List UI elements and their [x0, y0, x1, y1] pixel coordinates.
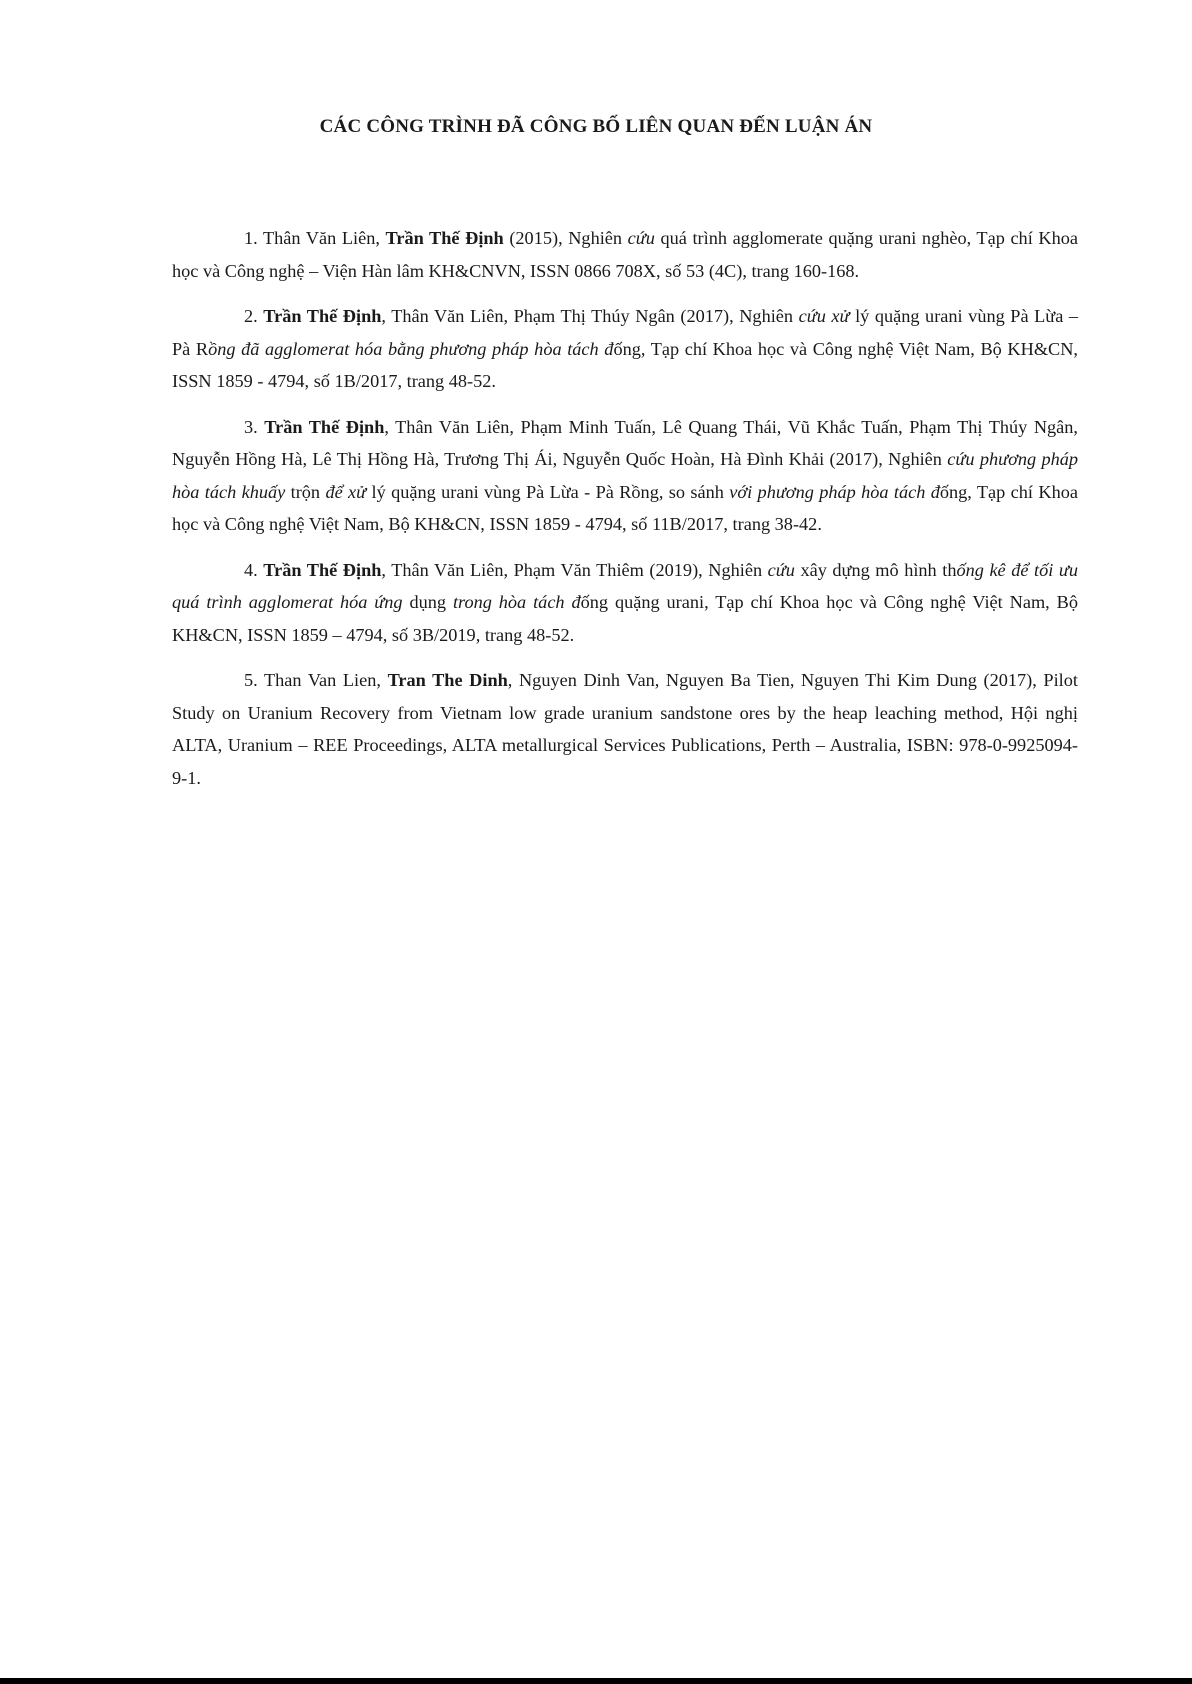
thesis-author: Trần Thế Định	[385, 228, 504, 248]
publication-italic-text: cứu phương pháp hòa tách khuấy	[172, 449, 1079, 502]
publication-text: (2015), Nghiên	[509, 228, 623, 248]
page-title: CÁC CÔNG TRÌNH ĐÃ CÔNG BỐ LIÊN QUAN ĐẾN LUẬN ÁN	[319, 116, 873, 137]
thesis-author: Tran The Dinh	[387, 670, 508, 690]
publication-number: 2.	[244, 306, 258, 326]
publication-italic-text: cứu	[627, 228, 655, 248]
publication-item-4	[172, 554, 1078, 652]
publication-item-1	[172, 222, 1078, 287]
publication-text: lý quặng urani vùng Pà Lừa – Pà R	[172, 306, 1079, 359]
publication-number: 4.	[244, 559, 258, 580]
publication-text: , Thân Văn Liên, Phạm Minh Tuấn, Lê Quang Thái, Vũ Khắc Tuấn, Phạm Thị Thúy Ngân, Nguyễn Hồng Hà, Lê Thị Hồng Hà, Trương Thị Ái, Nguyễn Quốc Hoàn, Hà Đình Khải (2017), Nghiên	[172, 416, 1078, 469]
publication-item-5	[172, 664, 1078, 794]
thesis-author: Trần Thế Định	[263, 559, 382, 580]
publication-text: lý quặng urani vùng Pà Lừa - Pà Rồng, so sánh	[371, 481, 724, 502]
publication-text: trộn	[290, 481, 321, 502]
publication-text: , Thân Văn Liên, Phạm Thị Thúy Ngân (2017), Nghiên	[381, 306, 794, 326]
publication-text: quá trình agglomerate quặng urani nghèo, Tạp chí Khoa học và Công nghệ – Viện Hàn lâm KH&CNVN, ISSN 0866 708X, số 53 (4C), trang 160-168.	[172, 228, 1078, 281]
publication-italic-text: với phương pháp hòa tách đ	[729, 481, 940, 502]
publication-italic-text: ống kê để tối ưu quá trình agglomerat hóa ứng	[172, 559, 1078, 612]
publication-italic-text: cứu xử	[798, 306, 850, 326]
publication-list	[172, 222, 1078, 807]
thesis-author: Trần Thế Định	[264, 416, 385, 437]
publication-italic-text: cứu	[767, 559, 795, 580]
publication-number: 5.	[244, 670, 258, 690]
publication-text: , Thân Văn Liên, Phạm Văn Thiêm (2019), Nghiên	[381, 559, 763, 580]
publication-text: xây dựng mô hình th	[800, 559, 957, 580]
page-bottom-border	[0, 1678, 1192, 1684]
publication-text: dụng	[409, 592, 447, 612]
publication-italic-text: trong hòa tách đ	[452, 592, 581, 612]
publication-italic-text: để xử	[325, 481, 367, 502]
publication-authors: Thân Văn Liên,	[262, 228, 380, 248]
publication-text: ống, Tạp chí Khoa học và Công nghệ Việt Nam, Bộ KH&CN, ISSN 1859 - 4794, số 1B/2017, trang 48-52.	[172, 338, 1079, 391]
publication-text: ống, Tạp chí Khoa học và Công nghệ Việt Nam, Bộ KH&CN, ISSN 1859 - 4794, số 11B/2017, trang 38-42.	[172, 481, 1078, 534]
publication-italic-text: ồng đã agglomerat hóa bằng phương pháp hòa tách đ	[208, 338, 614, 359]
publication-text: , Nguyen Dinh Van, Nguyen Ba Tien, Nguyen Thi Kim Dung (2017), Pilot Study on Uranium Recovery from Vietnam low grade uranium sandstone ores by the heap leaching method, Hội nghị ALTA, Uranium – REE Proceedings, ALTA metallurgical Services Publications, Perth – Australia, ISBN: 978-0-9925094-9-1.	[172, 670, 1078, 788]
publication-item-3	[172, 411, 1078, 541]
publication-item-2	[172, 300, 1078, 398]
publication-number: 3.	[244, 416, 258, 437]
publication-authors: Than Van Lien,	[264, 670, 381, 690]
publication-number: 1.	[244, 228, 258, 248]
thesis-author: Trần Thế Định	[263, 306, 382, 326]
publication-text: ống quặng urani, Tạp chí Khoa học và Công nghệ Việt Nam, Bộ KH&CN, ISSN 1859 – 4794, số 3B/2019, trang 48-52.	[172, 592, 1078, 645]
